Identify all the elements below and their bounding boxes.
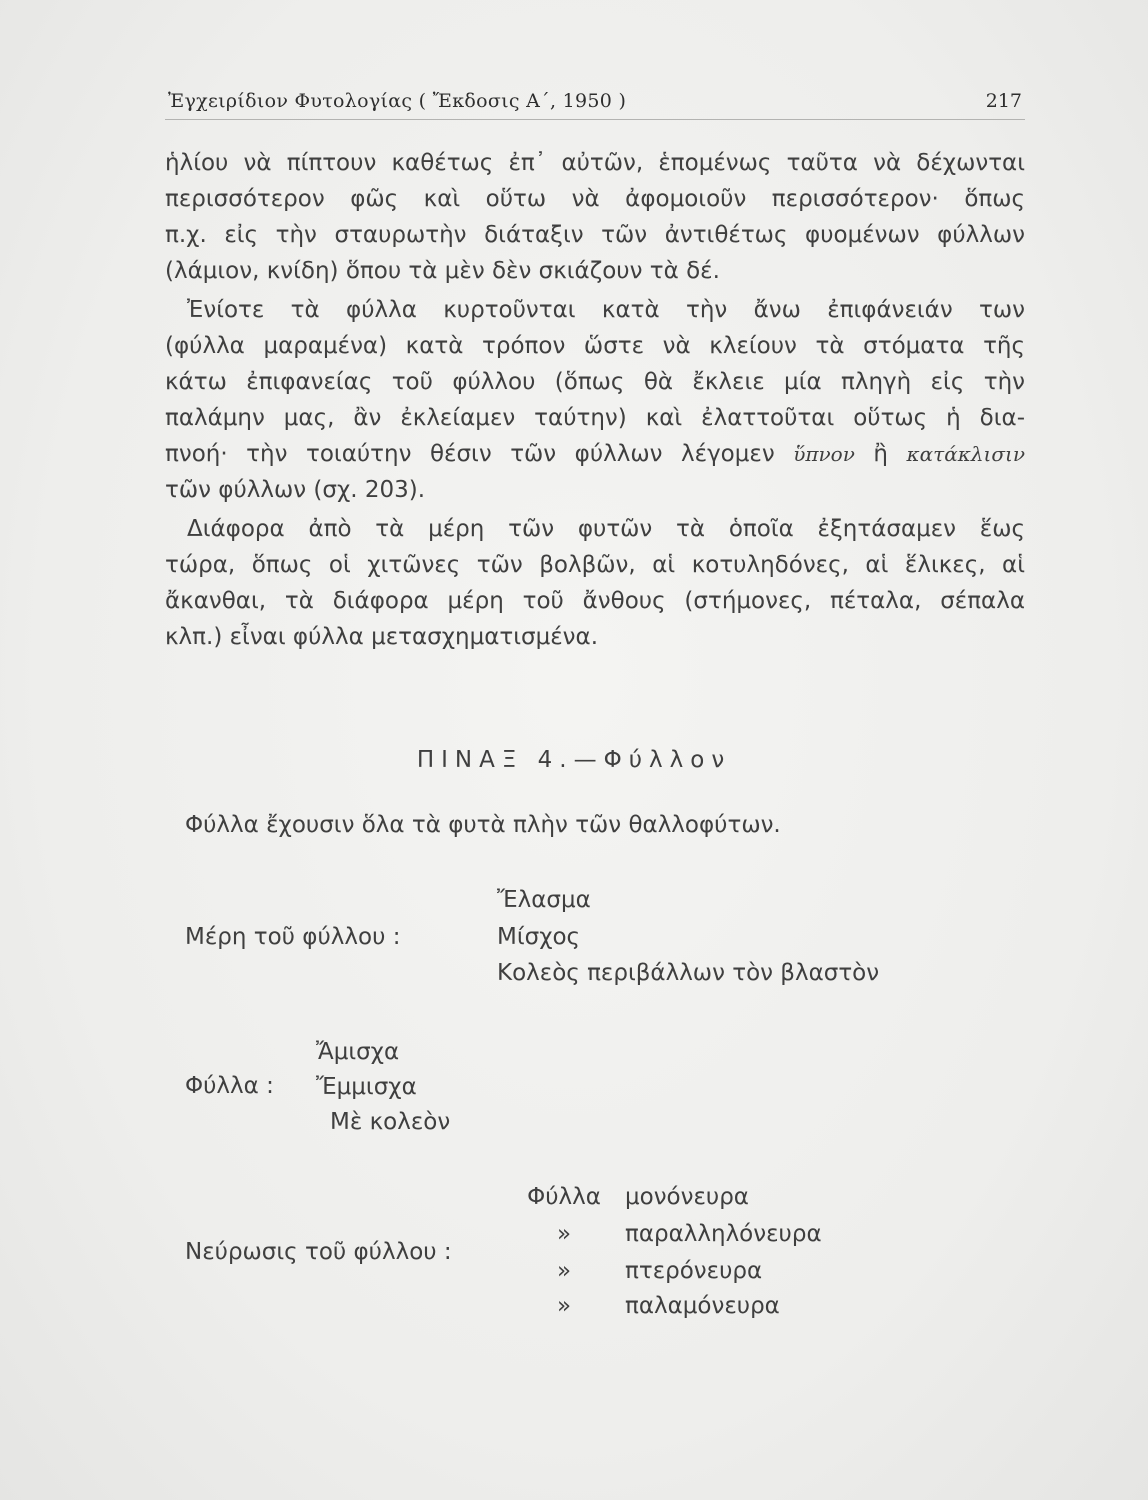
ditto-mark: » [556, 1258, 572, 1284]
body-text [165, 145, 1025, 655]
text-line: (φύλλα μαραμένα) κατὰ τρόπον ὥστε νὰ κλείουν τὰ στόματα τῆς [165, 333, 1025, 359]
text-line: ἄκανθαι, τὰ διάφορα μέρη τοῦ ἄνθους (στήμονες, πέταλα, σέπαλα [165, 588, 1025, 614]
text-line: τώρα, ὅπως οἱ χιτῶνες τῶν βολβῶν, αἱ κοτυληδόνες, αἱ ἕλικες, αἱ [165, 552, 1025, 578]
leaf-parts-label: Μέρη τοῦ φύλλου : [185, 924, 401, 950]
venation-type: πτερόνευρα [625, 1258, 763, 1284]
leaf-type-item: Ἄμισχα [316, 1039, 400, 1065]
paragraph-1 [165, 145, 1025, 289]
table-statement: Φύλλα ἔχουσιν ὅλα τὰ φυτὰ πλὴν τῶν θαλλοφύτων. [185, 812, 781, 838]
text-line: (λάμιον, κνίδη) ὅπου τὰ μὲν δὲν σκιάζουν τὰ δέ. [165, 258, 720, 284]
paragraph-3 [165, 511, 1025, 655]
text-segment: πνοή· τὴν τοιαύτην θέσιν τῶν φύλλων λέγομεν [165, 441, 794, 467]
text-segment: ἢ [854, 441, 907, 467]
header-rule [165, 119, 1025, 120]
venation-row [522, 1288, 780, 1324]
text-line: περισσότερον φῶς καὶ οὕτω νὰ ἀφομοιοῦν περισσότερον· ὅπως [165, 186, 1025, 212]
leaf-type-item: Ἔμμισχα [316, 1074, 417, 1100]
leaf-part-item: Ἔλασμα [497, 887, 591, 913]
ditto-mark: » [556, 1293, 572, 1319]
text-line: κλπ.) εἶναι φύλλα μετασχηματισμένα. [165, 624, 599, 650]
venation-type: παλαμόνευρα [625, 1293, 780, 1319]
running-header-title: Ἐγχειρίδιον Φυτολογίας ( Ἔκδοσις Α΄, 1950 ) [168, 90, 627, 112]
text-line: Διάφορα ἀπὸ τὰ μέρη τῶν φυτῶν τὰ ὁποῖα ἐξητάσαμεν ἕως [187, 516, 1025, 542]
paragraph-2 [165, 292, 1025, 508]
text-line: κάτω ἐπιφανείας τοῦ φύλλου (ὅπως θὰ ἔκλειε μία πληγὴ εἰς τὴν [165, 369, 1025, 395]
text-line: π.χ. εἰς τὴν σταυρωτὴν διάταξιν τῶν ἀντιθέτως φυομένων φύλλων [165, 222, 1025, 248]
venation-type: μονόνευρα [625, 1184, 749, 1210]
venation-row [522, 1216, 822, 1252]
table-title: ΠΙΝΑΞ 4.—Φύλλον [416, 747, 732, 773]
leaf-type-item: Μὲ κολεὸν [330, 1109, 451, 1135]
italic-term-sleep: ὕπνον [793, 442, 855, 466]
italic-term-lying-down: κατάκλισιν [906, 442, 1025, 466]
venation-row [522, 1179, 749, 1215]
leaf-types-label: Φύλλα : [185, 1073, 274, 1099]
text-line: τῶν φύλλων (σχ. 203). [165, 477, 426, 503]
venation-label: Νεύρωσις τοῦ φύλλου : [185, 1239, 452, 1265]
venation-prefix: Φύλλα [527, 1184, 601, 1210]
text-line: παλάμην μας, ἂν ἐκλείαμεν ταύτην) καὶ ἐλαττοῦται οὕτως ἡ δια- [165, 405, 1025, 431]
text-line: Ἐνίοτε τὰ φύλλα κυρτοῦνται κατὰ τὴν ἄνω ἐπιφάνειάν των [187, 297, 1025, 323]
page-number: 217 [985, 90, 1022, 112]
text-line [165, 436, 1025, 472]
venation-type: παραλληλόνευρα [625, 1221, 822, 1247]
text-line: ἡλίου νὰ πίπτουν καθέτως ἐπ᾽ αὐτῶν, ἑπομένως ταῦτα νὰ δέχωνται [165, 150, 1025, 176]
venation-row [522, 1253, 762, 1289]
leaf-part-item: Μίσχος [497, 924, 581, 950]
ditto-mark: » [556, 1221, 572, 1247]
leaf-part-item: Κολεὸς περιβάλλων τὸν βλαστὸν [497, 960, 880, 986]
